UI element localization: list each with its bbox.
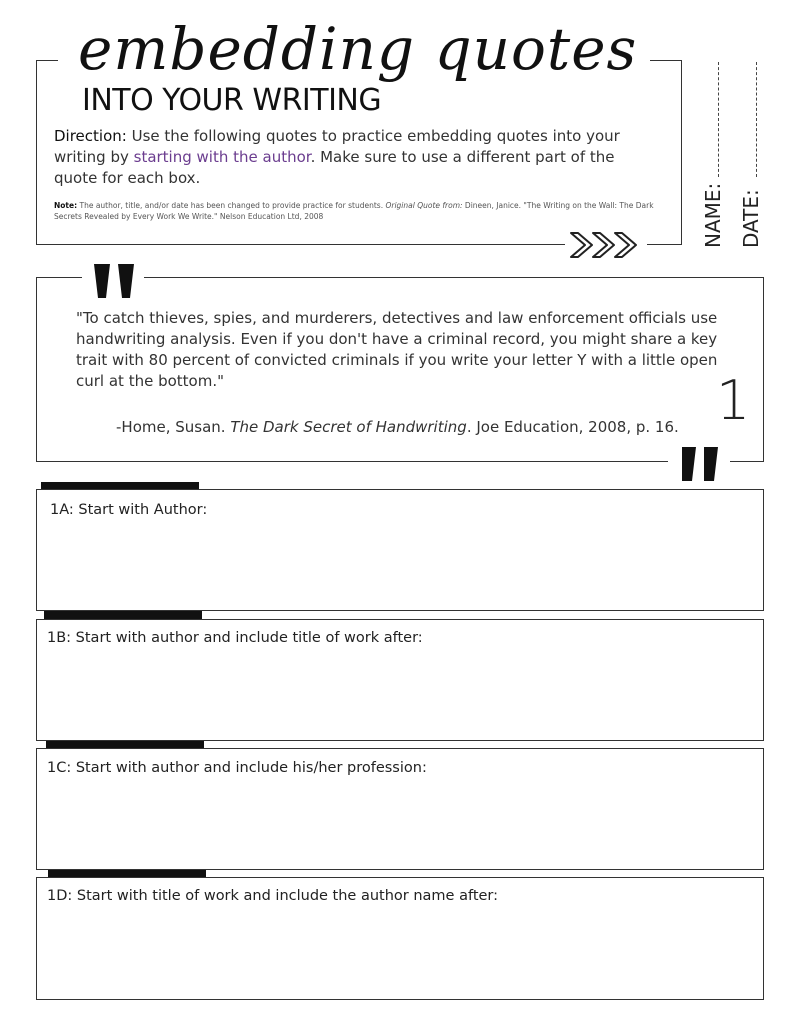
close-quote-icon bbox=[678, 445, 724, 485]
date-label: DATE: bbox=[739, 189, 763, 248]
quote-body: "To catch thieves, spies, and murderers, detectives and law enforcement officials use handwriting analysis. Even if you don't have a criminal record, you might share a key trait with 80 percent of convicted criminals if you write your letter Y with a little open curl at the bottom." bbox=[76, 309, 718, 390]
direction-text bbox=[54, 126, 654, 189]
direction-highlight: starting with the author bbox=[133, 148, 311, 166]
answer-label-1a: 1A: Start with Author: bbox=[50, 502, 208, 518]
quote-number: 1 bbox=[716, 369, 751, 432]
direction-label: Direction: bbox=[54, 127, 127, 145]
chevron-arrows-icon bbox=[568, 230, 648, 260]
name-label: NAME: bbox=[701, 182, 725, 248]
answer-label-1d: 1D: Start with title of work and include the author name after: bbox=[47, 888, 499, 904]
date-line[interactable] bbox=[756, 62, 757, 177]
quote-citation bbox=[116, 417, 679, 438]
direction-body-1: Use the following quotes to practice embedding quotes into your writing by bbox=[54, 127, 620, 166]
citation-title: The Dark Secret of Handwriting bbox=[230, 418, 467, 436]
note-text bbox=[54, 200, 654, 222]
note-body: The author, title, and/or date has been changed to provide practice for students. bbox=[77, 201, 386, 210]
title-subtitle: INTO YOUR WRITING bbox=[82, 83, 382, 118]
name-line[interactable] bbox=[718, 62, 719, 177]
title-script: embedding quotes bbox=[78, 15, 638, 83]
open-quote-icon bbox=[92, 262, 138, 302]
note-body-2: Dineen, Janice. "The Writing on the Wall: The Dark Secrets Revealed by Every Work We Write." Nelson Education Ltd, 2008 bbox=[54, 201, 654, 221]
note-label: Note: bbox=[54, 201, 78, 210]
note-italic: Original Quote from: bbox=[385, 201, 463, 210]
citation-prefix: -Home, Susan. bbox=[116, 418, 231, 436]
citation-suffix: . Joe Education, 2008, p. 16. bbox=[466, 418, 679, 436]
direction-body-2: . Make sure to use a different part of the quote for each box. bbox=[54, 148, 615, 187]
answer-label-1b: 1B: Start with author and include title of work after: bbox=[47, 630, 423, 646]
answer-label-1c: 1C: Start with author and include his/her profession: bbox=[47, 760, 427, 776]
header-top-border-right bbox=[650, 60, 682, 61]
header-top-border-left bbox=[36, 60, 58, 61]
answer-tab bbox=[44, 611, 202, 619]
